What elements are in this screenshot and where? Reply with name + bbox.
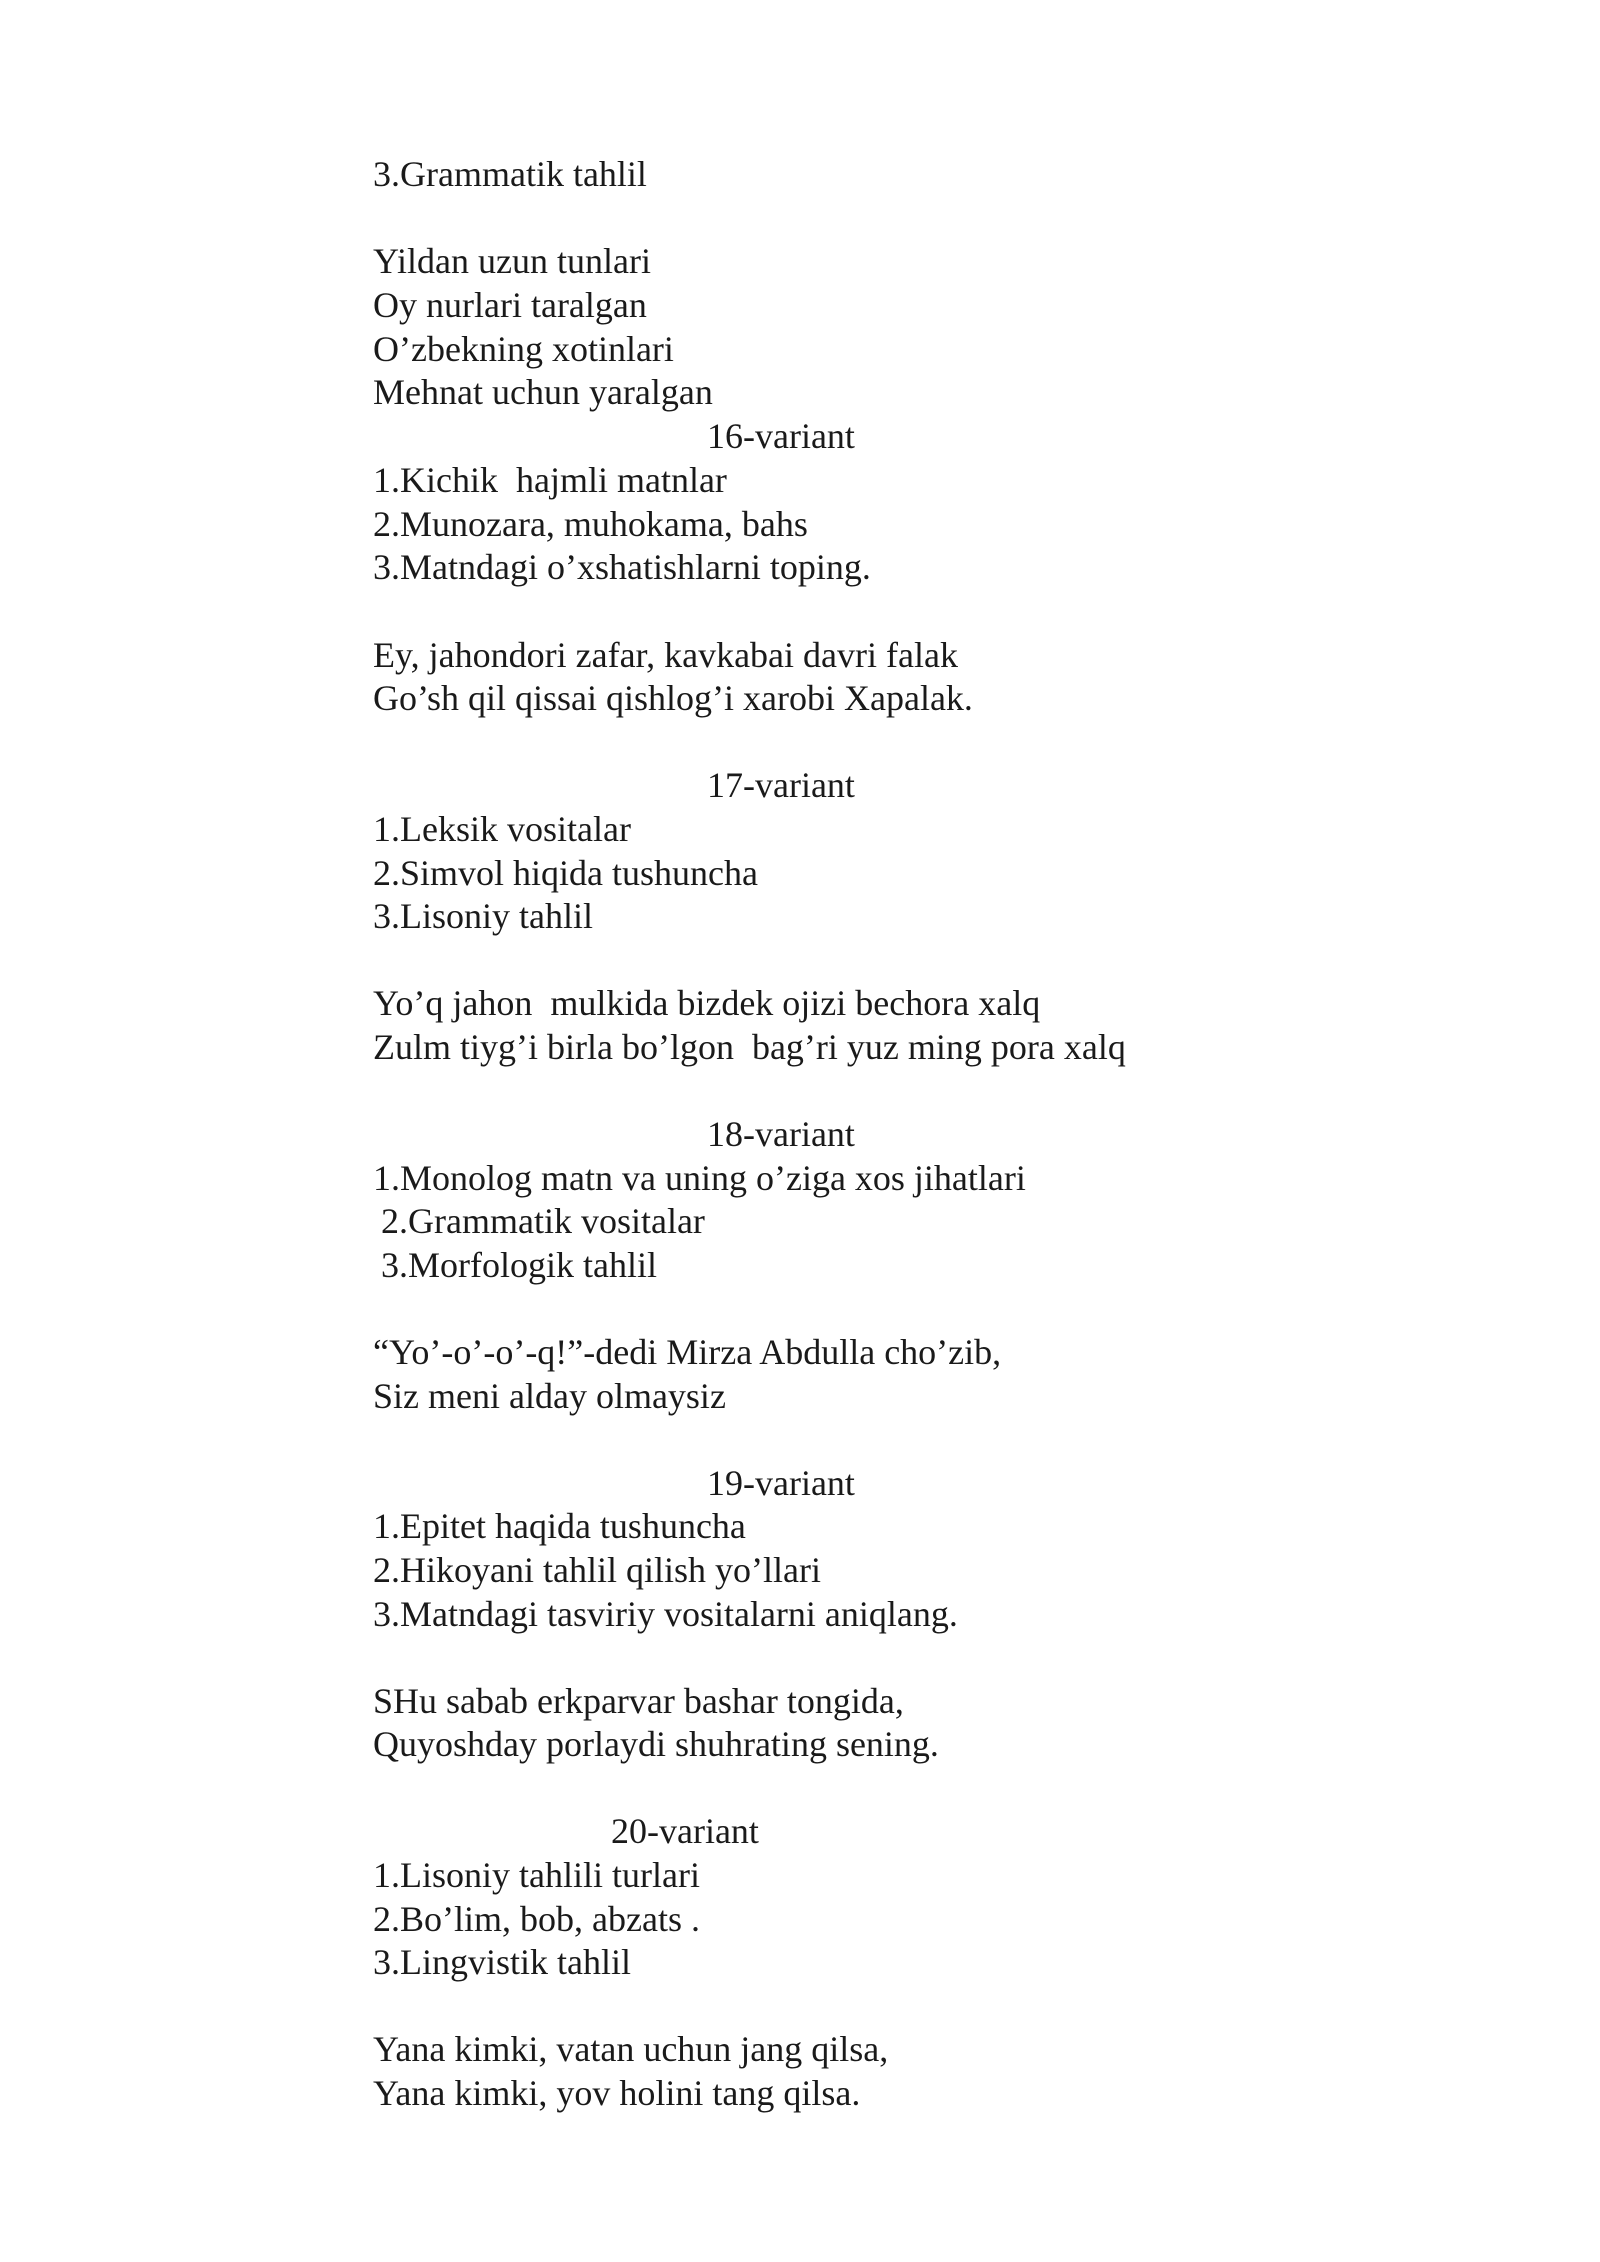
poem-line: O’zbekning xotinlari <box>373 329 674 369</box>
poem-line: Go’sh qil qissai qishlog’i xarobi Xapalak. <box>373 678 973 718</box>
poem-line: Oy nurlari taralgan <box>373 285 647 325</box>
poem-line: SHu sabab erkparvar bashar tongida, <box>373 1681 904 1721</box>
variant-heading: 17-variant <box>707 765 855 805</box>
task-item: 3.Morfologik tahlil <box>381 1245 657 1285</box>
variant-heading: 18-variant <box>707 1114 855 1154</box>
task-item: 3.Lingvistik tahlil <box>373 1942 631 1982</box>
task-item: 2.Hikoyani tahlil qilish yo’llari <box>373 1550 821 1590</box>
poem-line: Mehnat uchun yaralgan <box>373 372 713 412</box>
task-item: 2.Grammatik vositalar <box>381 1201 705 1241</box>
task-item: 2.Munozara, muhokama, bahs <box>373 504 808 544</box>
task-item: 3.Grammatik tahlil <box>373 154 647 194</box>
task-item: 2.Simvol hiqida tushuncha <box>373 853 758 893</box>
poem-line: Yana kimki, vatan uchun jang qilsa, <box>373 2029 889 2069</box>
task-item: 1.Monolog matn va uning o’ziga xos jihatlari <box>373 1158 1026 1198</box>
poem-line: “Yo’-o’-o’-q!”-dedi Mirza Abdulla cho’zib, <box>373 1332 1002 1372</box>
task-item: 3.Matndagi tasviriy vositalarni aniqlang. <box>373 1594 958 1634</box>
task-item: 3.Lisoniy tahlil <box>373 896 593 936</box>
poem-line: Yana kimki, yov holini tang qilsa. <box>373 2073 861 2113</box>
poem-line: Ey, jahondori zafar, kavkabai davri falak <box>373 635 958 675</box>
poem-line: Siz meni alday olmaysiz <box>373 1376 726 1416</box>
variant-heading: 16-variant <box>707 416 855 456</box>
poem-line: Zulm tiyg’i birla bo’lgon bag’ri yuz ming pora xalq <box>373 1027 1126 1067</box>
poem-line: Quyoshday porlaydi shuhrating sening. <box>373 1724 939 1764</box>
task-item: 2.Bo’lim, bob, abzats . <box>373 1899 700 1939</box>
poem-line: Yildan uzun tunlari <box>373 241 651 281</box>
poem-line: Yo’q jahon mulkida bizdek ojizi bechora xalq <box>373 983 1041 1023</box>
variant-heading: 20-variant <box>611 1811 759 1851</box>
task-item: 1.Epitet haqida tushuncha <box>373 1506 746 1546</box>
task-item: 1.Leksik vositalar <box>373 809 631 849</box>
variant-heading: 19-variant <box>707 1463 855 1503</box>
task-item: 1.Kichik hajmli matnlar <box>373 460 727 500</box>
task-item: 3.Matndagi o’xshatishlarni toping. <box>373 547 871 587</box>
task-item: 1.Lisoniy tahlili turlari <box>373 1855 700 1895</box>
